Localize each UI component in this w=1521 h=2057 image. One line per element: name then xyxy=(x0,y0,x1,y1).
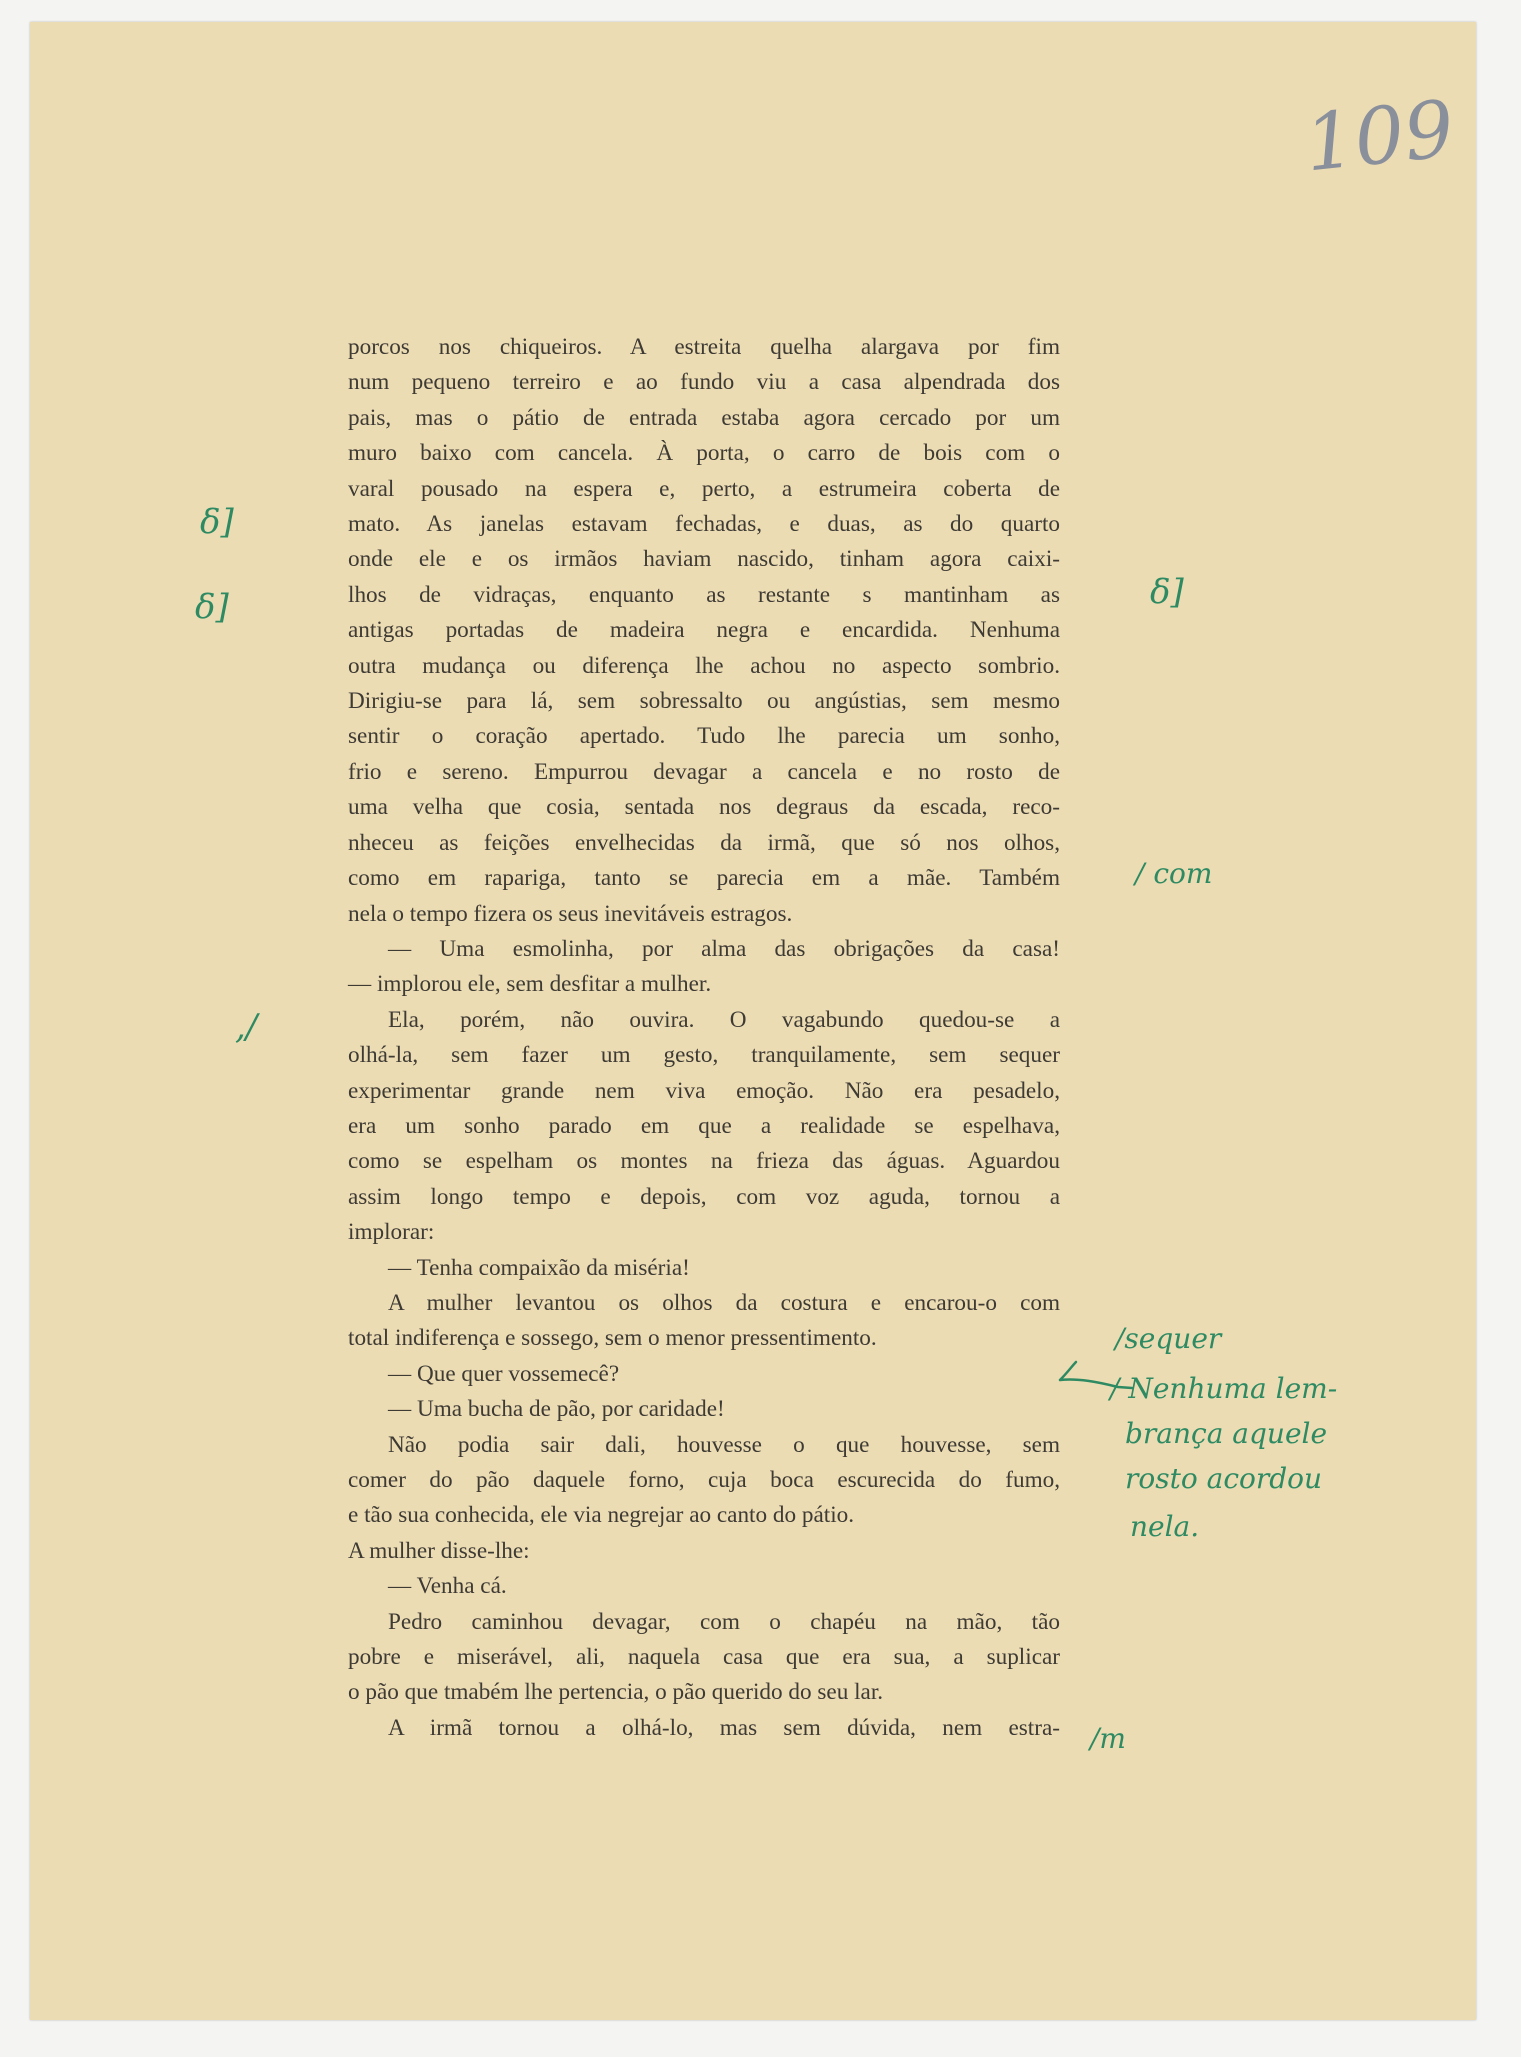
text-line: Pedro caminhou devagar, com o chapéu na mão, tão xyxy=(388,1608,1060,1635)
text-line: olhá-la, sem fazer um gesto, tranquilamente, sem sequer xyxy=(348,1042,1060,1069)
text-line: nela o tempo fizera os seus inevitáveis estragos. xyxy=(348,900,793,927)
margin-insert-sequer: /sequer xyxy=(1115,1322,1222,1355)
margin-insert-line-3: rosto acordou xyxy=(1125,1462,1323,1495)
folio-number: 109 xyxy=(1300,84,1459,190)
text-line: experimentar grande nem viva emoção. Não era pesadelo, xyxy=(348,1077,1060,1104)
text-line: A mulher disse-lhe: xyxy=(348,1537,530,1564)
text-line: — Uma bucha de pão, por caridade! xyxy=(388,1396,725,1423)
margin-comma-mark: ,/ xyxy=(235,1007,258,1047)
text-line: o pão que tmabém lhe pertencia, o pão querido do seu lar. xyxy=(348,1679,884,1706)
text-line: uma velha que cosia, sentada nos degraus da escada, reco- xyxy=(348,794,1060,821)
margin-mark-left-1: δ] xyxy=(200,502,234,542)
text-line: sentir o coração apertado. Tudo lhe parecia um sonho, xyxy=(348,723,1060,750)
text-line: Ela, porém, não ouvira. O vagabundo quedou-se a xyxy=(388,1006,1060,1033)
text-line: muro baixo com cancela. À porta, o carro de bois com o xyxy=(348,440,1060,467)
margin-insert-m: /m xyxy=(1090,1722,1126,1755)
text-line: como em rapariga, tanto se parecia em a mãe. Também xyxy=(348,865,1060,892)
text-line: onde ele e os irmãos haviam nascido, tinham agora caixi- xyxy=(348,546,1060,573)
text-line: — Que quer vossemecê? xyxy=(388,1360,620,1387)
text-line: antigas portadas de madeira negra e encardida. Nenhuma xyxy=(348,617,1060,644)
typed-text-block xyxy=(348,330,1060,1746)
margin-insert-line-1: / Nenhuma lem- xyxy=(1110,1372,1338,1405)
text-line: — implorou ele, sem desfitar a mulher. xyxy=(348,971,712,998)
text-line: era um sonho parado em que a realidade se espelhava, xyxy=(348,1112,1060,1139)
text-line: total indiferença e sossego, sem o menor pressentimento. xyxy=(348,1325,877,1352)
text-line: assim longo tempo e depois, com voz aguda, tornou a xyxy=(348,1183,1060,1210)
margin-mark-left-2: δ] xyxy=(195,587,229,627)
margin-insert-line-4: nela. xyxy=(1130,1510,1200,1543)
text-line: Dirigiu-se para lá, sem sobressalto ou angústias, sem mesmo xyxy=(348,688,1060,715)
text-line: — Tenha compaixão da miséria! xyxy=(388,1254,690,1281)
text-line: A irmã tornou a olhá-lo, mas sem dúvida, nem estra- xyxy=(388,1714,1060,1741)
text-line: e tão sua conhecida, ele via negrejar ao canto do pátio. xyxy=(348,1502,855,1529)
margin-insert-com: / com xyxy=(1135,857,1213,890)
text-line: comer do pão daquele forno, cuja boca escurecida do fumo, xyxy=(348,1467,1060,1493)
text-line: A mulher levantou os olhos da costura e encarou-o com xyxy=(388,1289,1060,1316)
manuscript-page xyxy=(30,22,1476,2020)
text-line: outra mudança ou diferença lhe achou no aspecto sombrio. xyxy=(348,652,1060,679)
text-line: implorar: xyxy=(348,1219,435,1246)
text-line: frio e sereno. Empurrou devagar a cancela e no rosto de xyxy=(348,758,1060,785)
text-line: pais, mas o pátio de entrada estaba agora cercado por um xyxy=(348,404,1060,431)
text-line: — Uma esmolinha, por alma das obrigações da casa! xyxy=(388,935,1060,962)
text-line: como se espelham os montes na frieza das águas. Aguardou xyxy=(348,1148,1060,1175)
text-line: Não podia sair dali, houvesse o que houvesse, sem xyxy=(388,1431,1060,1458)
text-line: mato. As janelas estavam fechadas, e duas, as do quarto xyxy=(348,511,1060,538)
text-line: porcos nos chiqueiros. A estreita quelha alargava por fim xyxy=(348,334,1060,360)
text-line: varal pousado na espera e, perto, a estrumeira coberta de xyxy=(348,475,1060,502)
text-line: pobre e miserável, ali, naquela casa que era sua, a suplicar xyxy=(348,1644,1060,1671)
text-line: — Venha cá. xyxy=(388,1573,507,1600)
margin-delete-mark: δ] xyxy=(1150,572,1184,612)
text-line: num pequeno terreiro e ao fundo viu a casa alpendrada dos xyxy=(348,369,1060,396)
margin-insert-line-2: brança aquele xyxy=(1125,1417,1328,1450)
insertion-brace-mark xyxy=(1058,1342,1138,1402)
text-line: lhos de vidraças, enquanto as restante s mantinham as xyxy=(348,581,1060,608)
text-line: nheceu as feições envelhecidas da irmã, que só nos olhos, xyxy=(348,829,1060,856)
